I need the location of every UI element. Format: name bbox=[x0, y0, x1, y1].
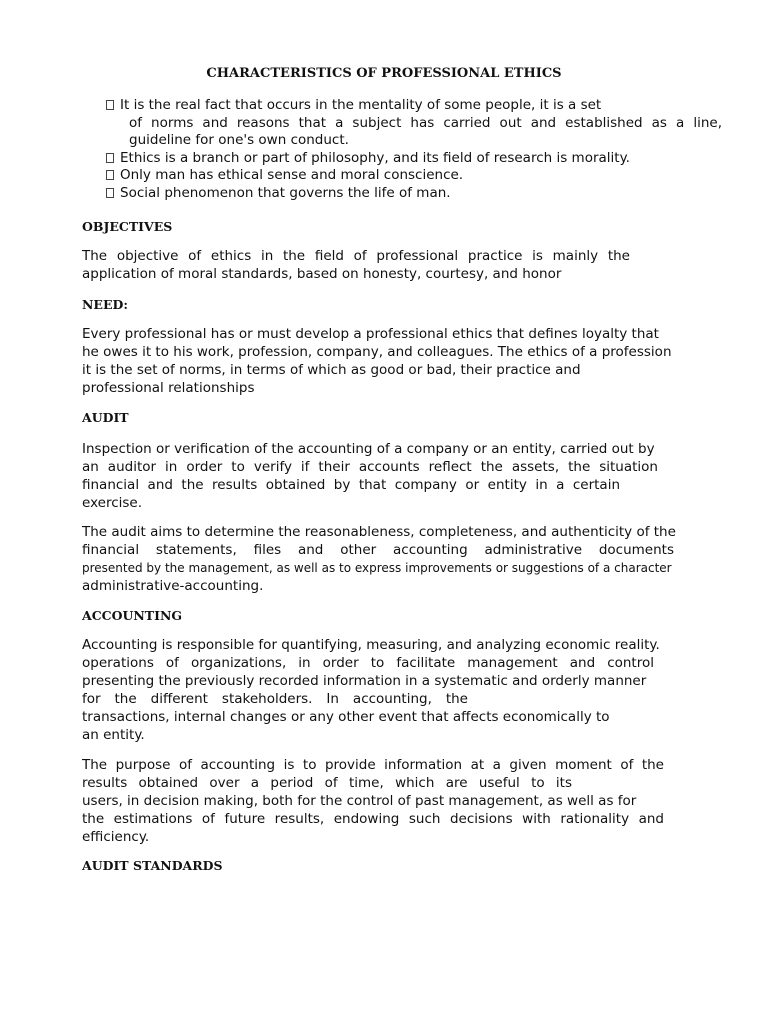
section-heading-audit: AUDIT bbox=[82, 410, 129, 425]
paragraph-line: results obtained over a period of time, which are useful to its bbox=[82, 775, 572, 791]
paragraph-line: operations of organizations, in order to facilitate management and control bbox=[82, 655, 654, 671]
list-item bbox=[106, 150, 722, 168]
paragraph-line: The objective of ethics in the field of professional practice is mainly the bbox=[82, 248, 630, 264]
need-paragraph bbox=[82, 325, 710, 397]
bullet-box-icon bbox=[106, 170, 114, 180]
list-item bbox=[106, 167, 722, 185]
list-item-text: of norms and reasons that a subject has carried out and established as a line, bbox=[129, 114, 722, 131]
list-item-text: Only man has ethical sense and moral conscience. bbox=[120, 167, 464, 183]
bullet-box-icon bbox=[106, 153, 114, 163]
paragraph-line: application of moral standards, based on honesty, courtesy, and honor bbox=[82, 266, 562, 282]
section-heading-audit-standards: AUDIT STANDARDS bbox=[82, 858, 223, 873]
paragraph-line: presented by the management, as well as to express improvements or suggestions of a character bbox=[82, 561, 672, 575]
paragraph-line: financial statements, files and other accounting administrative documents bbox=[82, 542, 674, 558]
bullet-box-icon bbox=[106, 100, 114, 110]
paragraph-line: an auditor in order to verify if their accounts reflect the assets, the situation bbox=[82, 459, 658, 475]
paragraph-line: users, in decision making, both for the control of past management, as well as for bbox=[82, 793, 637, 809]
paragraph-line: transactions, internal changes or any other event that affects economically to bbox=[82, 709, 610, 725]
paragraph-line: professional relationships bbox=[82, 380, 255, 396]
characteristics-list bbox=[106, 97, 722, 202]
list-item bbox=[106, 185, 722, 203]
audit-paragraph-1 bbox=[82, 440, 710, 512]
paragraph-line: it is the set of norms, in terms of which as good or bad, their practice and bbox=[82, 362, 581, 378]
audit-paragraph-2 bbox=[82, 523, 754, 595]
list-item-text: It is the real fact that occurs in the mentality of some people, it is a set bbox=[120, 97, 602, 113]
paragraph-line: Inspection or verification of the accounting of a company or an entity, carried out by bbox=[82, 441, 655, 457]
objectives-paragraph bbox=[82, 247, 630, 283]
paragraph-line: an entity. bbox=[82, 727, 145, 743]
accounting-paragraph-1 bbox=[82, 636, 710, 744]
paragraph-line: presenting the previously recorded information in a systematic and orderly manner bbox=[82, 673, 647, 689]
paragraph-line: The purpose of accounting is to provide information at a given moment of the bbox=[82, 757, 664, 773]
paragraph-line: Every professional has or must develop a professional ethics that defines loyalty that bbox=[82, 326, 659, 342]
paragraph-line: for the different stakeholders. In accounting, the bbox=[82, 691, 468, 707]
list-item-text: Social phenomenon that governs the life of man. bbox=[120, 184, 451, 201]
paragraph-line: he owes it to his work, profession, company, and colleagues. The ethics of a profession bbox=[82, 344, 672, 360]
paragraph-line: the estimations of future results, endowing such decisions with rationality and bbox=[82, 811, 664, 827]
section-heading-objectives: OBJECTIVES bbox=[82, 219, 173, 234]
paragraph-line: efficiency. bbox=[82, 829, 150, 845]
section-heading-accounting: ACCOUNTING bbox=[82, 608, 183, 623]
list-item-text: guideline for one's own conduct. bbox=[129, 132, 349, 148]
paragraph-line: administrative-accounting. bbox=[82, 578, 264, 594]
list-item-text: Ethics is a branch or part of philosophy, and its field of research is morality. bbox=[120, 149, 630, 166]
paragraph-line: The audit aims to determine the reasonableness, completeness, and authenticity of the bbox=[82, 524, 676, 540]
accounting-paragraph-2 bbox=[82, 756, 664, 846]
document-title: CHARACTERISTICS OF PROFESSIONAL ETHICS bbox=[206, 66, 562, 81]
paragraph-line: financial and the results obtained by that company or entity in a certain bbox=[82, 477, 620, 493]
paragraph-line: Accounting is responsible for quantifying, measuring, and analyzing economic reality. bbox=[82, 637, 660, 653]
paragraph-line: exercise. bbox=[82, 495, 143, 511]
list-item bbox=[106, 97, 722, 150]
bullet-box-icon bbox=[106, 188, 114, 198]
section-heading-need: NEED: bbox=[82, 297, 128, 312]
